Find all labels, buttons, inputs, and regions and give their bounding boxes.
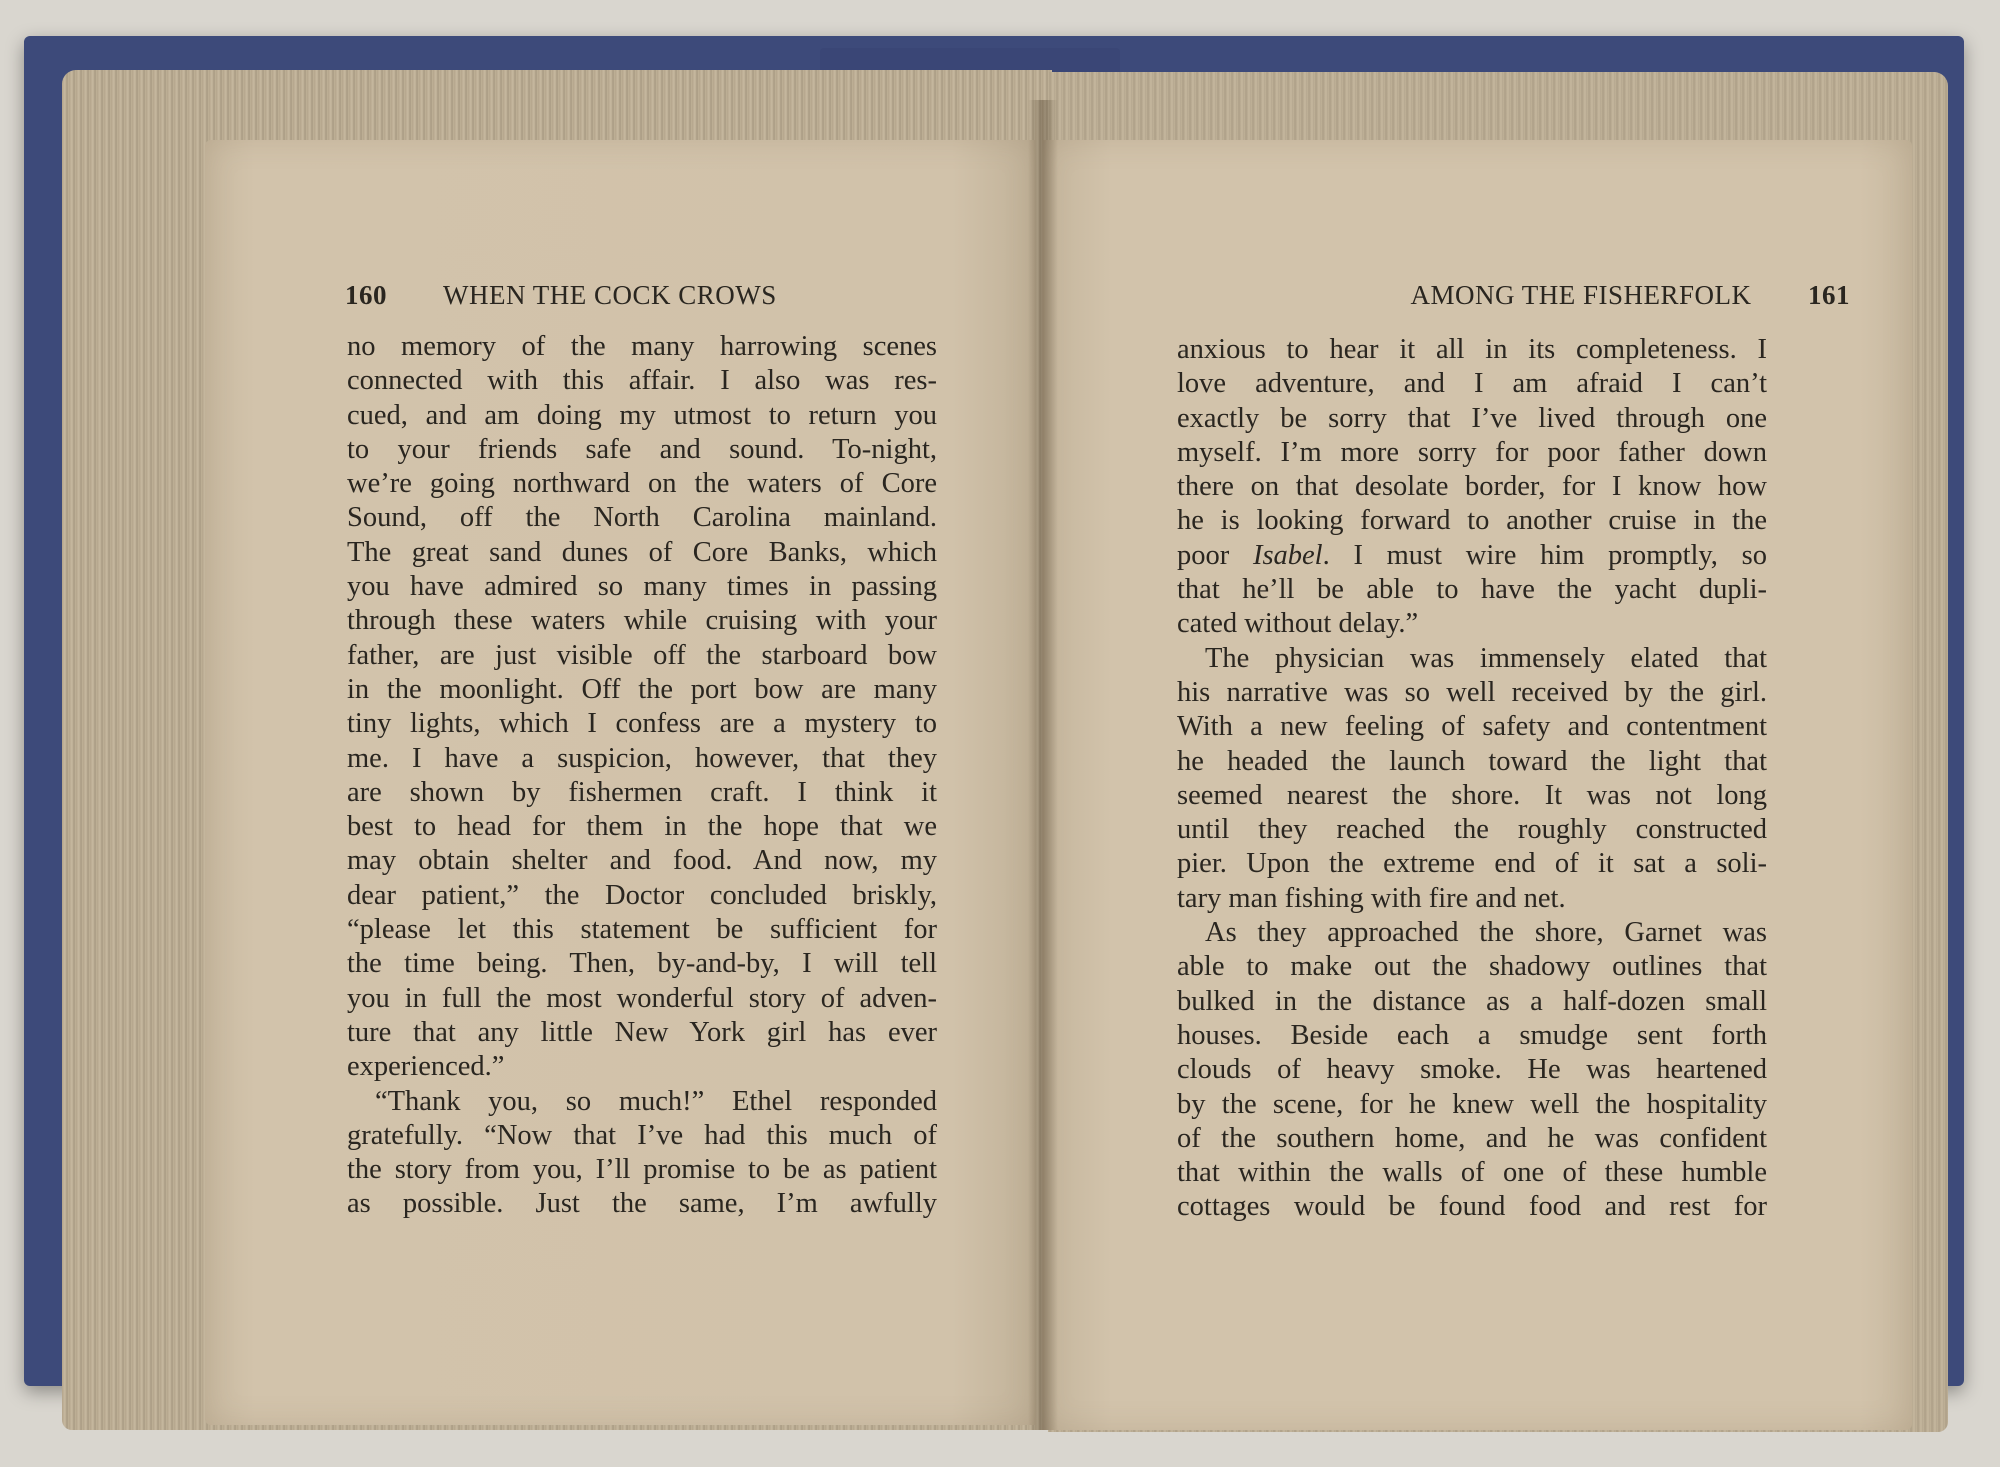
text-line: gratefully. “Now that I’ve had this much of — [347, 1119, 937, 1151]
text-line: houses. Beside each a smudge sent forth — [1177, 1019, 1767, 1051]
right-body-text — [1177, 333, 1767, 1225]
text-line: of the southern home, and he was confident — [1177, 1122, 1767, 1154]
text-line: cued, and am doing my utmost to return you — [347, 399, 937, 431]
text-line: the time being. Then, by-and-by, I will tell — [347, 948, 937, 980]
text-line: tary man fishing with fire and net. — [1177, 882, 1566, 914]
left-page-number: 160 — [345, 280, 387, 310]
text-line: bulked in the distance as a half-dozen small — [1177, 985, 1767, 1017]
text-line: there on that desolate border, for I know how — [1177, 471, 1767, 503]
text-line: anxious to hear it all in its completeness. I — [1177, 334, 1767, 365]
text-line: best to head for them in the hope that we — [347, 811, 937, 843]
text-line: dear patient,” the Doctor concluded briskly, — [347, 879, 937, 911]
text-line: that he’ll be able to have the yacht dupli- — [1177, 574, 1767, 606]
text-line: exactly be sorry that I’ve lived through one — [1177, 402, 1767, 434]
text-line: clouds of heavy smoke. He was heartened — [1177, 1054, 1767, 1086]
text-line: “Thank you, so much!” Ethel responded — [375, 1085, 937, 1117]
text-line: experienced.” — [347, 1051, 505, 1083]
text-line: The physician was immensely elated that — [1205, 642, 1767, 674]
text-line: by the scene, for he knew well the hospitality — [1177, 1088, 1767, 1120]
text-line: ture that any little New York girl has ever — [347, 1016, 937, 1048]
text-line: his narrative was so well received by the girl. — [1177, 676, 1767, 708]
text-line: he is looking forward to another cruise in the — [1177, 505, 1767, 537]
text-line: cottages would be found food and rest for — [1177, 1191, 1767, 1223]
text-line: connected with this affair. I also was res- — [347, 365, 937, 397]
text-line: are shown by fishermen craft. I think it — [347, 776, 937, 808]
right-page — [1042, 140, 1912, 1430]
text-line: pier. Upon the extreme end of it sat a soli- — [1177, 848, 1767, 880]
text-line: through these waters while cruising with your — [347, 605, 937, 637]
text-line: cated without delay.” — [1177, 608, 1419, 640]
text-line: able to make out the shadowy outlines that — [1177, 951, 1767, 983]
text-line: he headed the launch toward the light that — [1177, 745, 1767, 777]
left-body-text — [347, 330, 937, 1222]
right-running-head — [1410, 280, 1850, 311]
text-line: that within the walls of one of these humble — [1177, 1157, 1767, 1189]
right-page-number: 161 — [1808, 280, 1850, 310]
text-line: “please let this statement be sufficient for — [347, 914, 937, 946]
text-line: seemed nearest the shore. It was not long — [1177, 779, 1767, 811]
text-line: to your friends safe and sound. To-night, — [347, 433, 937, 465]
text-line: Sound, off the North Carolina mainland. — [347, 502, 937, 534]
text-line: may obtain shelter and food. And now, my — [347, 845, 937, 877]
text-line: the story from you, I’ll promise to be as patient — [347, 1154, 937, 1186]
text-line: tiny lights, which I confess are a mystery to — [347, 708, 937, 740]
text-line: no memory of the many harrowing scenes — [347, 331, 937, 362]
text-line: As they approached the shore, Garnet was — [1205, 917, 1767, 949]
left-running-head — [345, 280, 777, 311]
text-line: myself. I’m more sorry for poor father down — [1177, 436, 1767, 468]
text-line: you have admired so many times in passing — [347, 571, 937, 603]
left-running-title: WHEN THE COCK CROWS — [443, 280, 777, 310]
text-line: father, are just visible off the starboard bow — [347, 639, 937, 671]
text-line: love adventure, and I am afraid I can’t — [1177, 368, 1767, 400]
text-line: me. I have a suspicion, however, that they — [347, 742, 937, 774]
text-line: until they reached the roughly constructed — [1177, 814, 1767, 846]
text-line: poor Isabel. I must wire him promptly, so — [1177, 539, 1767, 571]
right-running-title: AMONG THE FISHERFOLK — [1410, 280, 1752, 310]
text-line: we’re going northward on the waters of Core — [347, 468, 937, 500]
text-line: The great sand dunes of Core Banks, which — [347, 536, 937, 568]
left-page — [205, 140, 1035, 1425]
text-line: as possible. Just the same, I’m awfully — [347, 1188, 937, 1220]
page-gutter — [1028, 100, 1058, 1430]
text-line: you in full the most wonderful story of adven- — [347, 982, 937, 1014]
text-line: in the moonlight. Off the port bow are many — [347, 673, 937, 705]
text-line: With a new feeling of safety and contentment — [1177, 711, 1767, 743]
